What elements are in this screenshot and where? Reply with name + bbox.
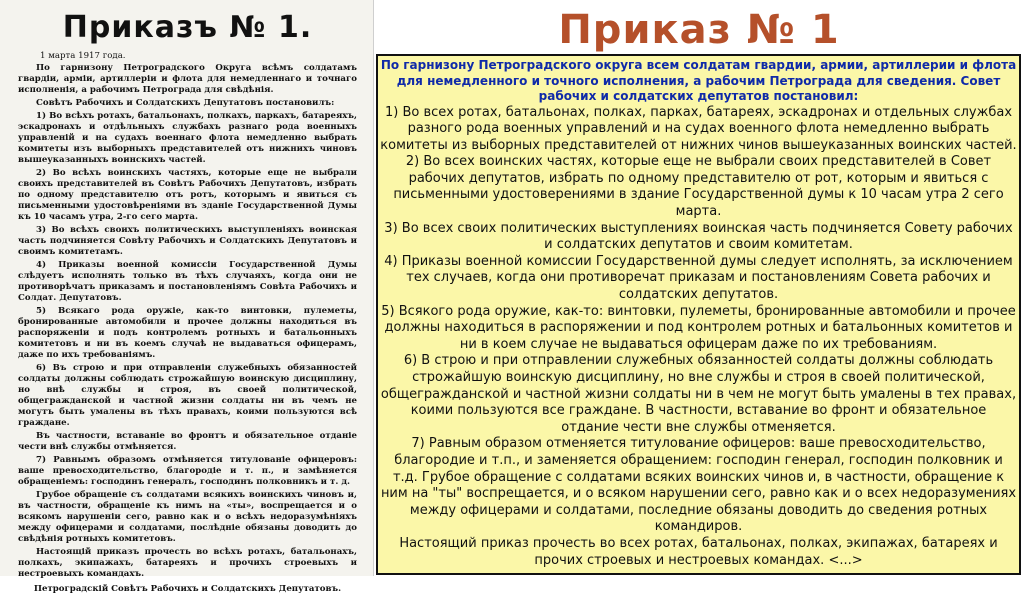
scan-paragraph: 7) Равнымъ образомъ отмѣняется титулованіе офицеровъ: ваше превосходительство, благородіе и т. п., и замѣняется обращеніемъ: господинъ генералъ, господинъ полковникъ и т. д. bbox=[18, 455, 357, 487]
scan-paragraph: Грубое обращеніе съ солдатами всякихъ воинскихъ чиновъ и, въ частности, обращеніе къ нимъ на «ты», воспрещается и о всякомъ нарушеніи сего, равно как и о всѣхъ недоразумѣніяхъ между офицерами и солдатами, послѣдніе обязаны доводить до свѣдѣнія ротныхъ комитетовъ. bbox=[18, 490, 357, 544]
transcription-paragraph: 1) Во всех ротах, батальонах, полках, парках, батареях, эскадронах и отдельных службах разного рода военных управлений и на судах военного флота немедленно выбрать комитеты из выборных представителей от нижних чинов вышеуказанных воинских частей. bbox=[380, 104, 1017, 153]
scan-title: Приказъ № 1. bbox=[62, 10, 313, 45]
scan-paragraph: 2) Во всѣхъ воинскихъ частяхъ, которые еще не выбрали своихъ представителей въ Совѣтъ Рабочихъ Депутатовъ, избрать по одному представителю отъ ротъ, которымъ и явиться съ письменными удостовѣреніями въ зданіе Государственной Думы къ 10 часамъ утра, 2-го сего марта. bbox=[18, 168, 357, 222]
scan-paragraph: По гарнизону Петроградского Округа всѣмъ солдатамъ гвардіи, арміи, артиллеріи и флота для немедленнаго и точнаго исполненія, а рабочимъ Петрограда для свѣдѣнія. bbox=[18, 63, 357, 95]
scan-paragraph: Въ частности, вставаніе во фронтъ и обязательное отданіе чести внѣ службы отмѣняется. bbox=[18, 431, 357, 452]
transcription-paragraph: 4) Приказы военной комиссии Государственной думы следует исполнять, за исключением тех случаев, когда они противоречат приказам и постановлениям Совета рабочих и солдатских депутатов. bbox=[384, 253, 1013, 303]
transcription-paragraph: Настоящий приказ прочесть во всех ротах, батальонах, полках, экипажах, батареях и прочих строевых и нестроевых командах. <...> bbox=[399, 535, 998, 568]
scan-paragraph: 6) Въ строю и при отправленіи служебныхъ обязанностей солдаты должны соблюдать строжайшую воинскую дисциплину, но внѣ службы и строя, въ своей политической, общегражданской и частной жизни солдаты ни въ чемъ не могутъ быть умалены въ тѣхъ правахъ, коими пользуются всѣ граждане. bbox=[18, 363, 357, 428]
scan-signature: Петроградскій Совѣтъ Рабочихъ и Солдатскихъ Депутатовъ. bbox=[33, 584, 342, 594]
transcription-header: По гарнизону Петроградского округа всем солдатам гвардии, армии, артиллерии и флота для немедленного и точного исполнения, а рабочим Петрограда для сведения. Совет рабочих и солдатских депутатов постановил: bbox=[380, 58, 1017, 103]
scan-paragraph: 5) Всякаго рода оружіе, как-то винтовки, пулеметы, бронированные автомобили и прочее должны находиться въ распоряженіи и подъ контролемъ ротныхъ и батальонныхъ комитетовъ и ни въ коемъ случаѣ не выдаваться офицерамъ, даже по ихъ требованіямъ. bbox=[18, 306, 357, 360]
scanned-document-image bbox=[0, 0, 374, 594]
transcription-paragraph: 3) Во всех своих политических выступлениях воинская часть подчиняется Совету рабочих и солдатских депутатов и своим комитетам. bbox=[384, 220, 1013, 253]
transcription-box bbox=[376, 54, 1021, 575]
scan-paragraph: 4) Приказы военной комиссіи Государственной Думы слѣдуетъ исполнять только въ тѣхъ случаяхъ, когда они не противорѣчатъ приказамъ и постановленіямъ Совѣта Рабочихъ и Солдат. Депутатовъ. bbox=[18, 260, 357, 303]
transcription-paragraph: 2) Во всех воинских частях, которые еще не выбрали своих представителей в Совет рабочих депутатов, избрать по одному представителю от рот, которым и явиться с письменными удостоверениями в здание Государственной думы к 10 часам утра 2 сего марта. bbox=[393, 154, 1004, 220]
scan-date: 1 марта 1917 года. bbox=[40, 51, 126, 61]
transcription-paragraph: 6) В строю и при отправлении служебных обязанностей солдаты должны соблюдать строжайшую воинскую дисциплину, но вне службы и строя в своей политической, общегражданской и частной жизни солдаты ни в чем не могут быть умалены в тех правах, коими пользуются все граждане. В частности, вставание во фронт и обязательное отдание чести вне службы отменяется. bbox=[380, 353, 1017, 435]
scan-paragraph: 1) Во всѣхъ ротахъ, батальонахъ, полкахъ, паркахъ, батареяхъ, эскадронахъ и отдѣльныхъ службахъ разнаго рода военныхъ управленій и на судахъ военнаго флота немедленно выбрать комитеты изъ выборныхъ представителей отъ нижнихъ чиновъ вышеуказанныхъ воинскихъ частей. bbox=[18, 111, 357, 165]
transcription-paragraph: 7) Равным образом отменяется титулование офицеров: ваше превосходительство, благородие и т.п., и заменяется обращением: господин генерал, господин полковник и т.д. Грубое обращение с солдатами всяких воинских чинов и, в частности, обращение к ним на "ты" воспрещается, и о всяком нарушении сего, равно как и о всех недоразумениях между офицерами и солдатами, последние обязаны доводить до сведения ротных командиров. bbox=[380, 436, 1017, 535]
slide-title: Приказ № 1 bbox=[558, 7, 840, 53]
scan-paragraph: 3) Во всѣхъ своихъ политическихъ выступленіяхъ воинская часть подчиняется Совѣту Рабочихъ и Солдатскихъ Депутатовъ и своимъ комитетамъ. bbox=[18, 225, 357, 257]
scan-paragraph: Совѣтъ Рабочихъ и Солдатскихъ Депутатовъ постановилъ: bbox=[36, 98, 335, 108]
transcription-paragraph: 5) Всякого рода оружие, как-то: винтовки, пулеметы, бронированные автомобили и прочее должны находиться в распоряжении и под контролем ротных и батальонных комитетов и ни в коем случае не выдаваться офицерам даже по их требованиям. bbox=[381, 303, 1016, 352]
scan-paragraph: Настоящій приказъ прочесть во всѣхъ ротахъ, батальонахъ, полкахъ, экипажахъ, батареяхъ и прочихъ строевыхъ и нестроевыхъ командахъ. bbox=[18, 547, 357, 579]
